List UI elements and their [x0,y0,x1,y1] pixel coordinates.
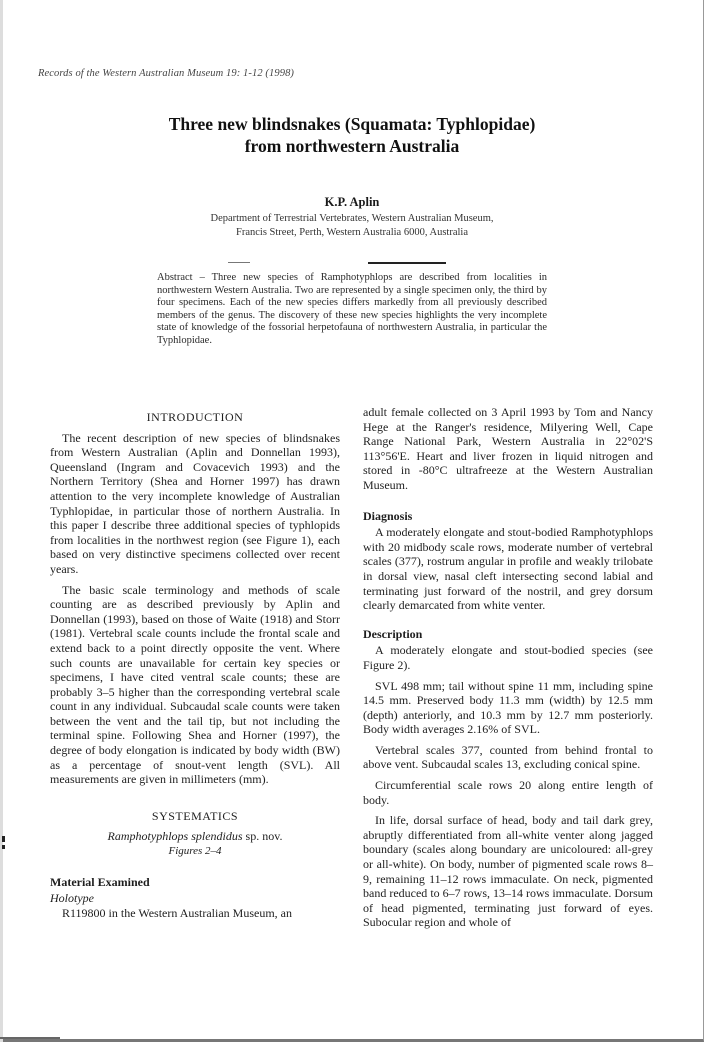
paper-title [0,113,704,157]
description-paragraph-1: A moderately elongate and stout-bodied species (see Figure 2). [363,643,653,672]
figures-reference: Figures 2–4 [168,845,222,858]
introduction-heading: INTRODUCTION [146,410,244,424]
description-heading: Description [363,626,423,641]
holotype-text: R119800 in the Western Australian Museum, an [62,905,293,920]
divider-short [228,262,250,263]
scan-margin-mark [2,845,5,849]
affiliation-line-2: Francis Street, Perth, Western Australia 6000, Australia [236,227,468,238]
scan-margin-mark [2,836,5,842]
left-column [50,410,340,926]
intro-paragraph-2: The basic scale terminology and methods of scale counting are as described previously by Aplin and Donnellan (1993), based on those of Waite (1918) and Storr (1981). Vertebral scale counts include the frontal scale and extend back to a point directly opposite the vent. Where such counts are unavailable for certain key species or specimens, I have cited ventral scale counts; these are probably 3–5 higher than the corresponding vertebral scale count in any individual. Subcaudal scale counts were taken between the vent and the tail tip, but not including the terminal spine. Following Shea and Horner (1997), the degree of body elongation is indicated by body width (BW) as a percentage of snout-vent length (SVL). All measurements are given in millimeters (mm). [50,582,340,787]
holotype-heading: Holotype [50,891,94,906]
diagnosis-text: A moderately elongate and stout-bodied Ramphotyphlops with 20 midbody scale rows, moderate number of vertebral scales (377), rostrum angular in profile and weakly trilobate in dorsal view, nasal cleft intersecting second labial and terminating just forward of the nostril, and grey dorsum clearly demarcated from white venter. [363,525,653,613]
description-paragraph-5: In life, dorsal surface of head, body and tail dark grey, abruptly differentiated from all-white venter along jagged boundary (scales along boundary are unicoloured: all-grey or all-white). On body, number of pigmented scale rows 8–9, remaining 11–12 rows immaculate. On neck, pigmented band reduced to 6–7 rows, 13–14 rows immaculate. Dorsum of head pigmented, terminating just forward of eyes. Subocular region and whole of [363,813,653,930]
description-paragraph-3: Vertebral scales 377, counted from behind frontal to above vent. Subcaudal scales 13, excluding conical spine. [363,742,653,772]
affiliation-line-1: Department of Terrestrial Vertebrates, Western Australian Museum, [210,213,494,224]
author-affiliation [0,212,704,240]
running-head: Records of the Western Australian Museum 19: 1-12 (1998) [38,68,295,79]
right-column [363,405,653,936]
description-paragraph-2: SVL 498 mm; tail without spine 11 mm, including spine 14.5 mm. Preserved body 11.3 mm (width) by 12.5 mm (depth) anteriorly, and 10.3 mm by 12.7 mm posteriorly. Body width averages 2.16% of SVL. [363,678,653,737]
material-examined-heading: Material Examined [50,874,150,889]
divider-long [368,262,446,264]
title-line-2: from northwestern Australia [244,136,460,156]
author-name: K.P. Aplin [324,195,380,209]
species-heading [50,829,340,844]
systematics-heading: SYSTEMATICS [151,808,239,823]
title-line-1: Three new blindsnakes (Squamata: Typhlopidae) [168,114,536,134]
diagnosis-heading: Diagnosis [363,508,413,523]
abstract: Abstract – Three new species of Ramphotyphlops are described from localities in northwestern Western Australia. Two are represented by a single specimen only, the third by four specimens. Each of the new species differs markedly from all previously described members of the genus. The discovery of these new species highlights the very incomplete state of knowledge of the fossorial herpetofauna of northwestern Australia, in particular the Typhlopidae. [157,272,547,346]
intro-paragraph-1: The recent description of new species of blindsnakes from Western Australian (Aplin and Donnellan 1993), Queensland (Ingram and Covacevich 1993) and the Northern Territory (Shea and Horner 1997) has drawn attention to the very incomplete knowledge of Australian Typhlopidae, in particular those of northern Australia. In this paper I describe three additional species of typhlopids from localities in the northwest region (see Figure 1), each based on very distinctive specimens collected over recent years. [50,430,340,576]
description-paragraph-4: Circumferential scale rows 20 along entire length of body. [363,778,653,807]
species-name: Ramphotyphlops splendidus [107,829,243,844]
holotype-continued: adult female collected on 3 April 1993 by Tom and Nancy Hege at the Ranger's residence, Milyering Well, Cape Range National Park, Western Australia in 22°02'S 113°56'E. Heart and liver frozen in liquid nitrogen and stored in -80°C ultrafreeze at the Western Australian Museum. [363,405,653,492]
page-bottom-edge [0,1037,60,1039]
species-suffix: sp. nov. [242,829,283,844]
